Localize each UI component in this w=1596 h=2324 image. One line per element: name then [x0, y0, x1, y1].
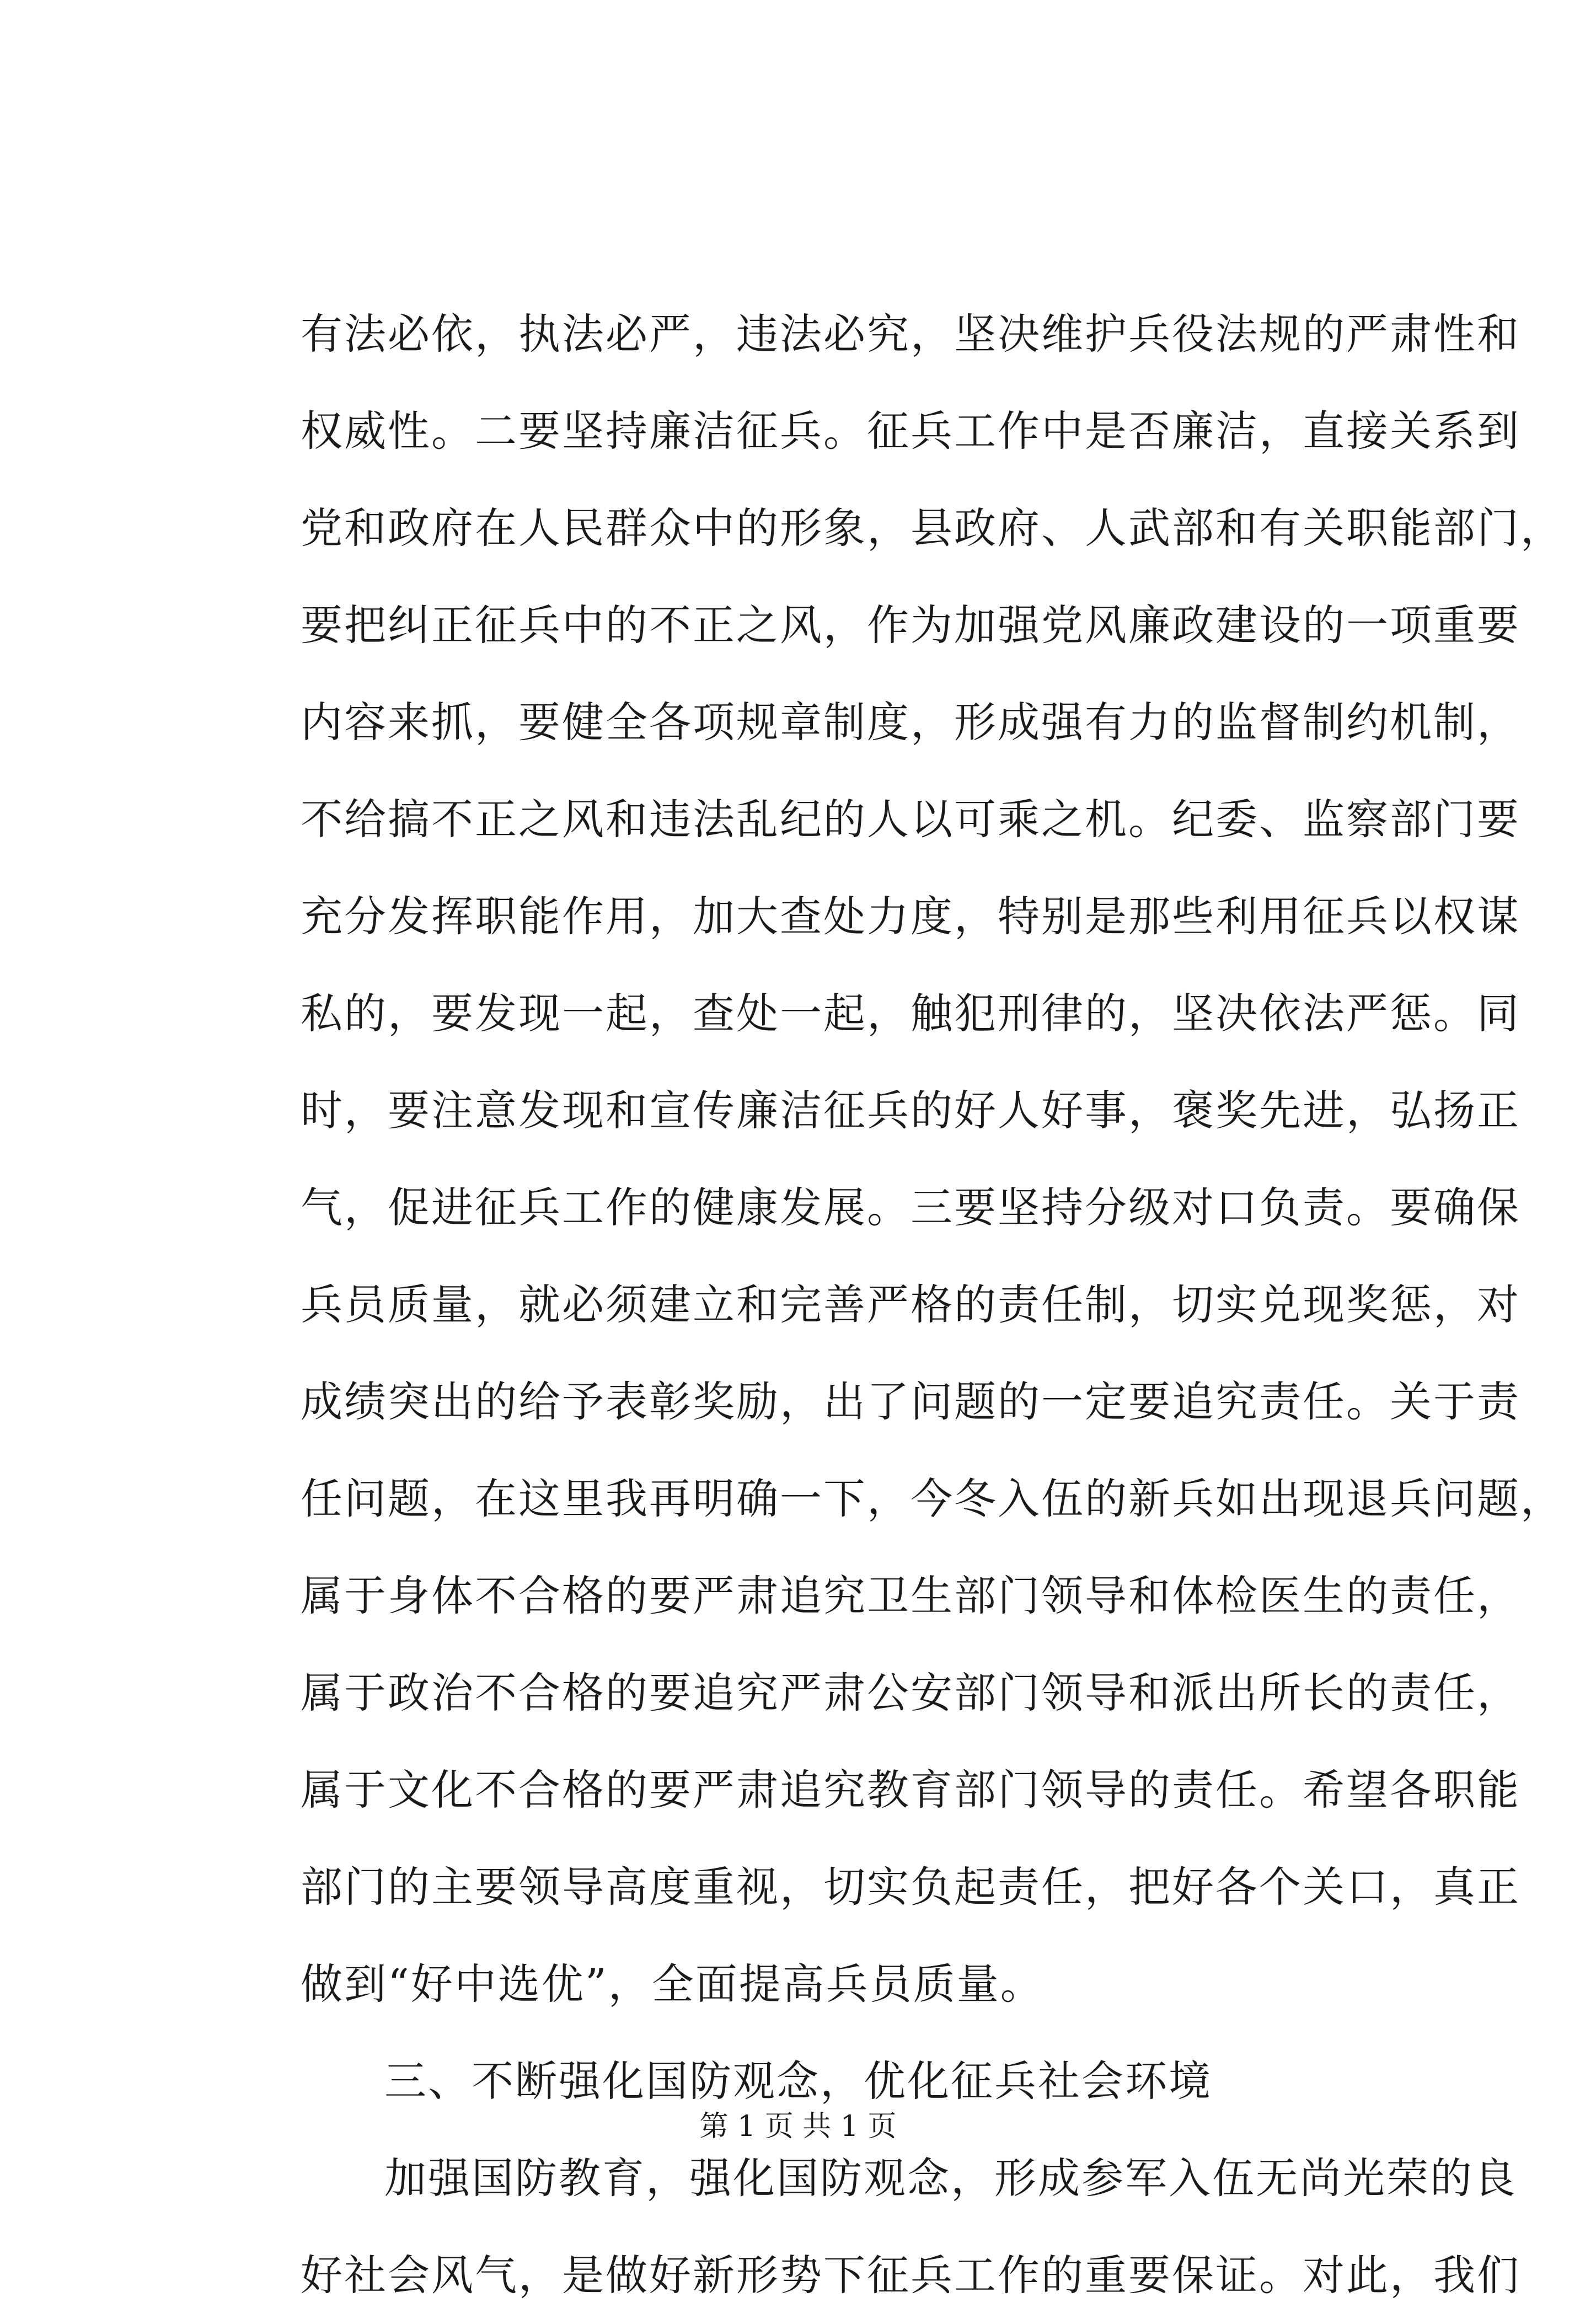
paragraph-first-line: 加强国防教育，强化国防观念，形成参军入伍无尚光荣的良 — [384, 2154, 1517, 2203]
paragraph-line: 兵员质量，就必须建立和完善严格的责任制，切实兑现奖惩，对 — [301, 1280, 1520, 1329]
paragraph-line: 内容来抓，要健全各项规章制度，形成强有力的监督制约机制， — [301, 698, 1520, 747]
paragraph-last-line: 做到“好中选优”，全面提高兵员质量。 — [301, 1959, 1044, 2009]
document-body — [301, 286, 1564, 2324]
paragraph-line: 属于文化不合格的要严肃追究教育部门领导的责任。希望各职能 — [301, 1765, 1520, 1814]
paragraph-line: 时，要注意发现和宣传廉洁征兵的好人好事，褒奖先进，弘扬正 — [301, 1086, 1520, 1135]
paragraph-line: 党和政府在人民群众中的形象，县政府、人武部和有关职能部门， — [301, 504, 1564, 553]
page-footer: 第 1 页 共 1 页 — [699, 2110, 897, 2143]
paragraph-line: 权威性。二要坚持廉洁征兵。征兵工作中是否廉洁，直接关系到 — [301, 406, 1520, 456]
paragraph-line: 充分发挥职能作用，加大查处力度，特别是那些利用征兵以权谋 — [301, 892, 1520, 941]
paragraph-line: 好社会风气，是做好新形势下征兵工作的重要保证。对此，我们 — [301, 2251, 1520, 2300]
paragraph-line: 成绩突出的给予表彰奖励，出了问题的一定要追究责任。关于责 — [301, 1377, 1520, 1426]
paragraph-line: 要把纠正征兵中的不正之风，作为加强党风廉政建设的一项重要 — [301, 601, 1520, 650]
paragraph-line: 属于政治不合格的要追究严肃公安部门领导和派出所长的责任， — [301, 1668, 1520, 1717]
paragraph-line: 属于身体不合格的要严肃追究卫生部门领导和体检医生的责任， — [301, 1571, 1520, 1620]
paragraph-line: 气，促进征兵工作的健康发展。三要坚持分级对口负责。要确保 — [301, 1183, 1520, 1232]
paragraph-line: 不给搞不正之风和违法乱纪的人以可乘之机。纪委、监察部门要 — [301, 795, 1520, 844]
paragraph-line: 部门的主要领导高度重视，切实负起责任，把好各个关口，真正 — [301, 1862, 1520, 1911]
paragraph-line: 私的，要发现一起，查处一起，触犯刑律的，坚决依法严惩。同 — [301, 989, 1520, 1038]
paragraph-line: 任问题，在这里我再明确一下，今冬入伍的新兵如出现退兵问题， — [301, 1474, 1564, 1523]
paragraph-line: 有法必依，执法必严，违法必究，坚决维护兵役法规的严肃性和 — [301, 309, 1520, 358]
section-heading: 三、不断强化国防观念，优化征兵社会环境 — [384, 2057, 1212, 2106]
